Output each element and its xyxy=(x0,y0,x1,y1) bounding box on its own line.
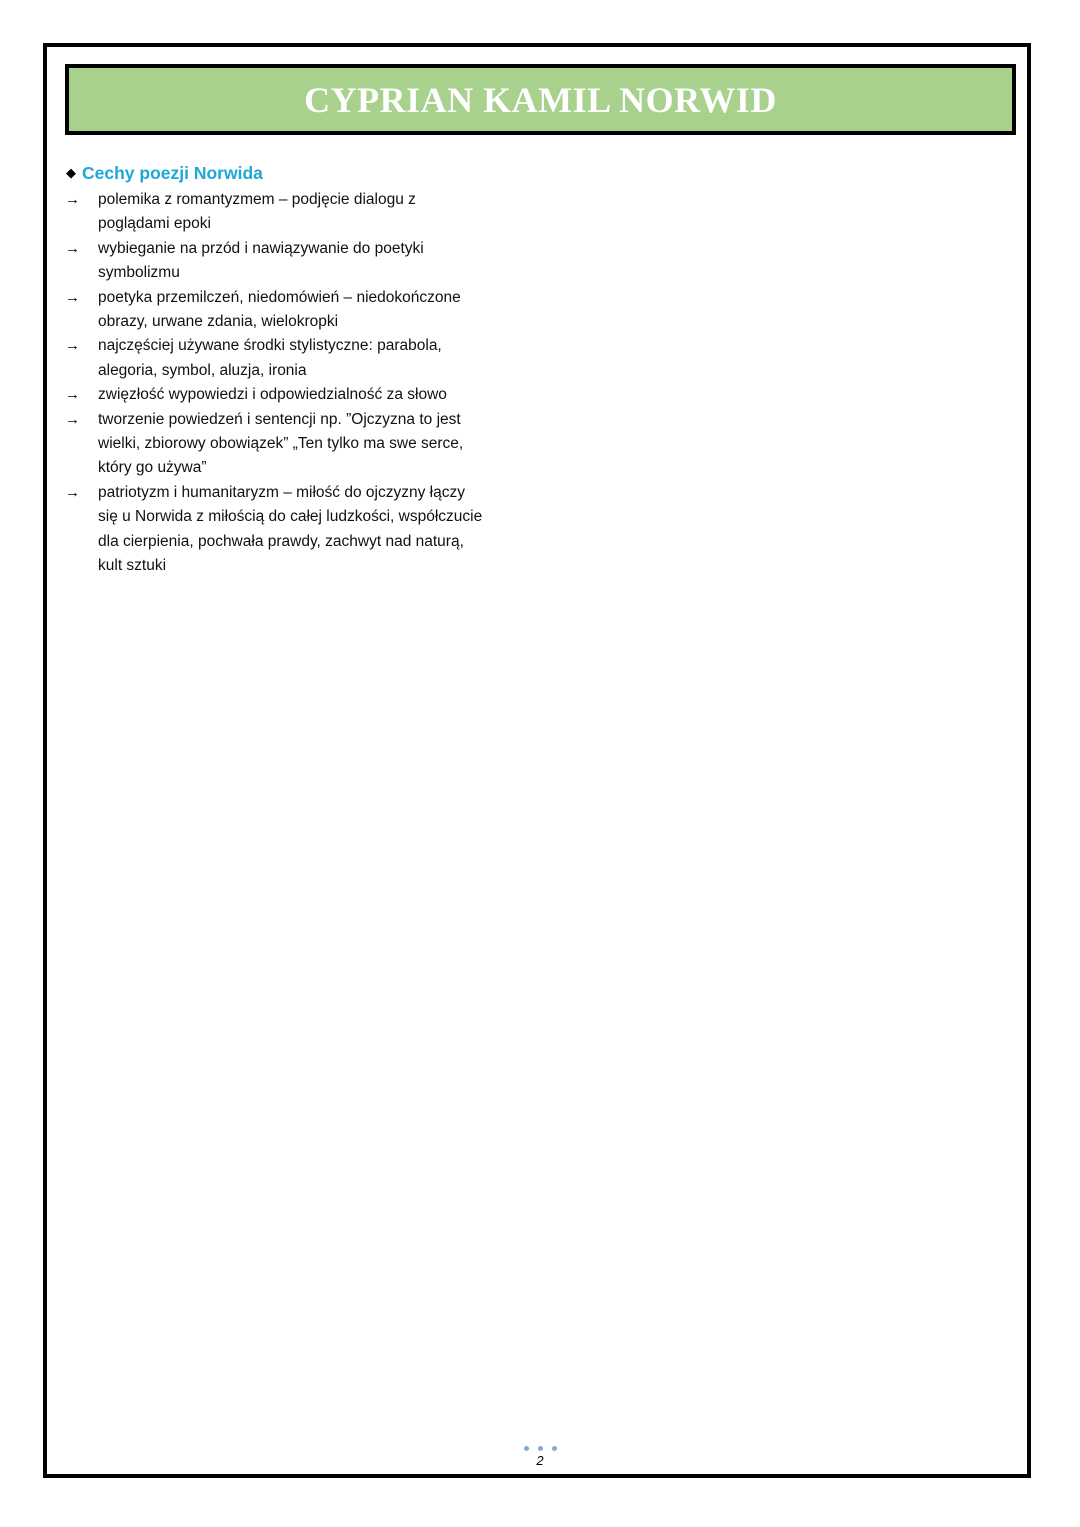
right-arrow-icon: → xyxy=(65,239,80,257)
list-item xyxy=(65,481,525,579)
page-title: CYPRIAN KAMIL NORWID xyxy=(304,79,777,120)
list-item xyxy=(65,286,525,335)
list-item xyxy=(65,188,525,237)
dot-icon xyxy=(552,1446,557,1451)
right-arrow-icon: → xyxy=(65,337,80,355)
feature-list xyxy=(65,188,525,579)
right-arrow-icon: → xyxy=(65,483,80,501)
list-item-text: patriotyzm i humanitaryzm – miłość do ojczyzny łączy się u Norwida z miłością do całej ludzkości, współczucie dla cierpienia, pochwała prawdy, zachwyt nad naturą, kult sztuki xyxy=(98,483,483,575)
features-section xyxy=(65,160,525,579)
list-item-text: zwięzłość wypowiedzi i odpowiedzialność za słowo xyxy=(98,386,447,404)
list-item-text: najczęściej używane środki stylistyczne: parabola, alegoria, symbol, aluzja, ironia xyxy=(98,337,442,379)
list-item xyxy=(65,408,525,481)
right-arrow-icon: → xyxy=(65,410,80,428)
list-item-text: wybieganie na przód i nawiązywanie do poetyki symbolizmu xyxy=(98,239,424,282)
section-heading xyxy=(65,160,525,186)
list-item-text: poetyka przemilczeń, niedomówień – niedokończone obrazy, urwane zdania, wielokropki xyxy=(98,288,461,331)
right-arrow-icon: → xyxy=(65,288,80,306)
list-item xyxy=(65,383,525,407)
dot-icon xyxy=(524,1446,529,1451)
diamond-bullet-icon: ◆ xyxy=(66,165,76,180)
page-footer xyxy=(500,1446,580,1468)
right-arrow-icon: → xyxy=(65,386,80,404)
list-item-text: tworzenie powiedzeń i sentencji np. ”Ojczyzna to jest wielki, zbiorowy obowiązek” „Ten tylko ma swe serce, który go używa” xyxy=(98,410,464,477)
right-arrow-icon: → xyxy=(65,191,80,208)
list-item-text: polemika z romantyzmem – podjęcie dialogu z poglądami epoki xyxy=(98,191,416,233)
page-number: 2 xyxy=(536,1453,544,1468)
title-banner xyxy=(65,64,1016,135)
list-item xyxy=(65,237,525,286)
list-item xyxy=(65,334,525,383)
section-heading-text: Cechy poezji Norwida xyxy=(82,162,263,183)
dot-icon xyxy=(538,1446,543,1451)
